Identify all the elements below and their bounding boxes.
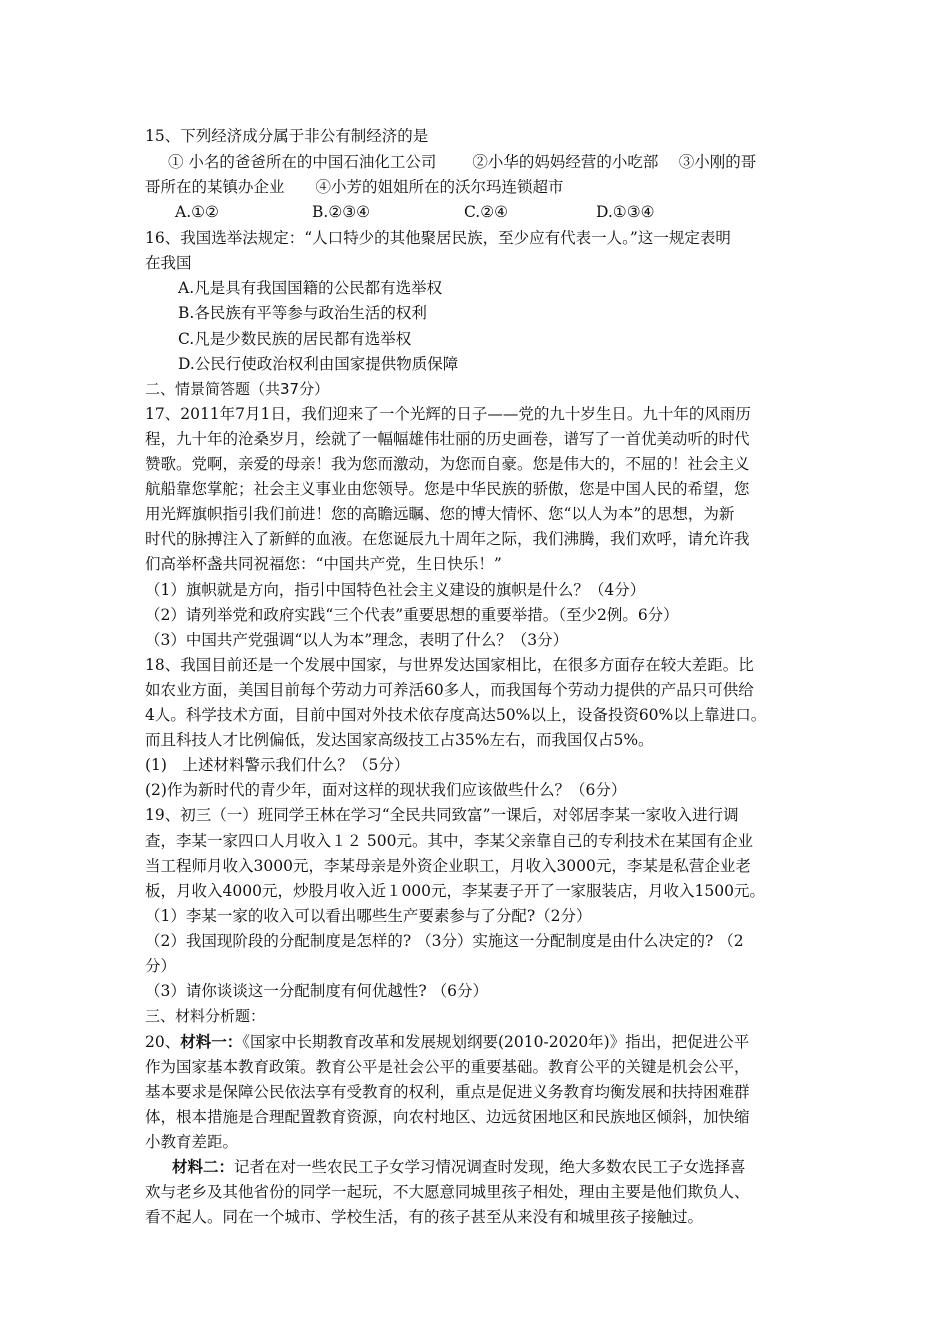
q20-material2-first-line	[172, 1155, 746, 1179]
section2-heading: 二、情景简答题（共37分）	[145, 380, 330, 398]
q20-material1-first-line: 20、材料一：《国家中长期教育改革和发展规划纲要(2010-2020年)》指出，把促进公平	[145, 1032, 750, 1051]
q20-material2-text: 记者在对一些农民工子女学习情况调查时发现，绝大多数农民工子女选择喜	[234, 1158, 746, 1176]
q19-line: 19、初三（一）班同学王林在学习“全民共同致富”一课后，对邻居李某一家收入进行调	[145, 806, 739, 824]
q20-material1-line: 体，根本措施是合理配置教育资源，向农村地区、边远贫困地区和民族地区倾斜，加快缩	[145, 1108, 750, 1126]
q19-sub-question: （2）我国现阶段的分配制度是怎样的? （3分）实施这一分配制度是由什么决定的? （2	[145, 932, 744, 950]
q18-sub-question: (1) 上述材料警示我们什么？（5分）	[145, 756, 410, 774]
q20-material1-line: 基本要求是保障公民依法享有受教育的权利，重点是促进义务教育均衡发展和扶持困难群	[145, 1083, 750, 1101]
q16-option-a: A.凡是具有我国国籍的公民都有选举权	[178, 279, 443, 297]
q16-stem-line2: 在我国	[145, 254, 192, 272]
q17-sub-question: （2）请列举党和政府实践“三个代表”重要思想的重要举措。（至少2例。6分）	[145, 606, 679, 624]
q15-items-line2: 哥所在的某镇办企业 ④小芳的姐姐所在的沃尔玛连锁超市	[145, 178, 564, 196]
q18-line: 18、我国目前还是一个发展中国家，与世界发达国家相比，在很多方面存在较大差距。比	[145, 656, 754, 674]
q15-items-line1: ① 小名的爸爸所在的中国石油化工公司 ②小华的妈妈经营的小吃部 ③小刚的哥	[168, 153, 757, 171]
q17-line: 程，九十年的沧桑岁月，绘就了一幅幅雄伟壮丽的历史画卷，谱写了一首优美动听的时代	[145, 430, 750, 448]
q16-stem-line1: 16、我国选举法规定：“人口特少的其他聚居民族，至少应有代表一人。”这一规定表明	[145, 229, 731, 247]
q19-sub-question: （3）请你谈谈这一分配制度有何优越性? （6分）	[145, 982, 488, 1000]
q17-line: 赞歌。党啊，亲爱的母亲！我为您而激动，为您而自豪。您是伟大的，不屈的！社会主义	[145, 455, 750, 473]
q19-sub-question: （1）李某一家的收入可以看出哪些生产要素参与了分配?（2分）	[145, 907, 592, 925]
q18-line: 而且科技人才比例偏低，发达国家高级技工占35%左右，而我国仅占5%。	[145, 731, 654, 749]
q17-sub-question: （1）旗帜就是方向，指引中国特色社会主义建设的旗帜是什么？（4分）	[145, 581, 646, 599]
q17-sub-question: （3）中国共产党强调“以人为本”理念，表明了什么？（3分）	[145, 631, 569, 649]
q19-sub-question: 分）	[145, 957, 177, 975]
section3-heading: 三、材料分析题：	[145, 1007, 266, 1025]
q17-line: 用光辉旗帜指引我们前进！您的高瞻远瞩、您的博大情怀、您“以人为本”的思想，为新	[145, 505, 735, 523]
q19-line: 板，月收入4000元，炒股月收入近１000元，李某妻子开了一家服装店，月收入1500元。	[145, 882, 765, 900]
q15-option-b: B.②③④	[312, 203, 371, 221]
q17-line: 航船靠您掌舵；社会主义事业由您领导。您是中华民族的骄傲，您是中国人民的希望，您	[145, 480, 750, 498]
q19-line: 查，李某一家四口人月收入１２ 500元。其中，李某父亲靠自己的专利技术在某国有企业	[145, 832, 754, 850]
q16-option-b: B.各民族有平等参与政治生活的权利	[178, 304, 427, 322]
q17-line: 17、2011年7月1日，我们迎来了一个光辉的日子——党的九十岁生日。九十年的风雨历	[145, 405, 751, 423]
q18-line: 4人。科学技术方面，目前中国对外技术依存度高达50%以上，设备投资60%以上靠进口。	[145, 706, 767, 724]
q15-option-d: D.①③④	[596, 203, 655, 221]
q20-material2-label: 材料二：	[172, 1157, 235, 1176]
q15-option-a: A.①②	[175, 203, 219, 221]
q20-material1-line: 小教育差距。	[145, 1133, 239, 1151]
q16-option-d: D.公民行使政治权利由国家提供物质保障	[178, 355, 459, 373]
q20-material1-line: 作为国家基本教育政策。教育公平是社会公平的重要基础。教育公平的关键是机会公平，	[145, 1058, 750, 1076]
q20-material1-text: 《国家中长期教育改革和发展规划纲要(2010-2020年)》指出，把促进公平	[242, 1033, 750, 1051]
q17-line: 时代的脉搏注入了新鲜的血液。在您诞辰九十周年之际，我们沸腾，我们欢呼，请允许我	[145, 530, 750, 548]
q15-stem: 15、下列经济成分属于非公有制经济的是	[145, 127, 429, 145]
q16-option-c: C.凡是少数民族的居民都有选举权	[178, 330, 412, 348]
q18-sub-question: (2)作为新时代的青少年，面对这样的现状我们应该做些什么？（6分）	[145, 781, 627, 799]
q15-option-c: C.②④	[464, 203, 509, 221]
q18-line: 如农业方面，美国目前每个劳动力可养活60多人，而我国每个劳动力提供的产品只可供给	[145, 681, 754, 699]
q19-line: 当工程师月收入3000元，李某母亲是外资企业职工，月收入3000元，李某是私营企业老	[145, 857, 751, 875]
q17-line: 们高举杯盏共同祝福您：“中国共产党，生日快乐！”	[145, 555, 502, 573]
q20-material2-line: 欢与老乡及其他省份的同学一起玩，不大愿意同城里孩子相处，理由主要是他们欺负人、	[145, 1183, 750, 1201]
q20-material2-line: 看不起人。同在一个城市、学校生活，有的孩子甚至从来没有和城里孩子接触过。	[145, 1208, 704, 1226]
q20-material1-label: 材料一：	[180, 1032, 243, 1051]
